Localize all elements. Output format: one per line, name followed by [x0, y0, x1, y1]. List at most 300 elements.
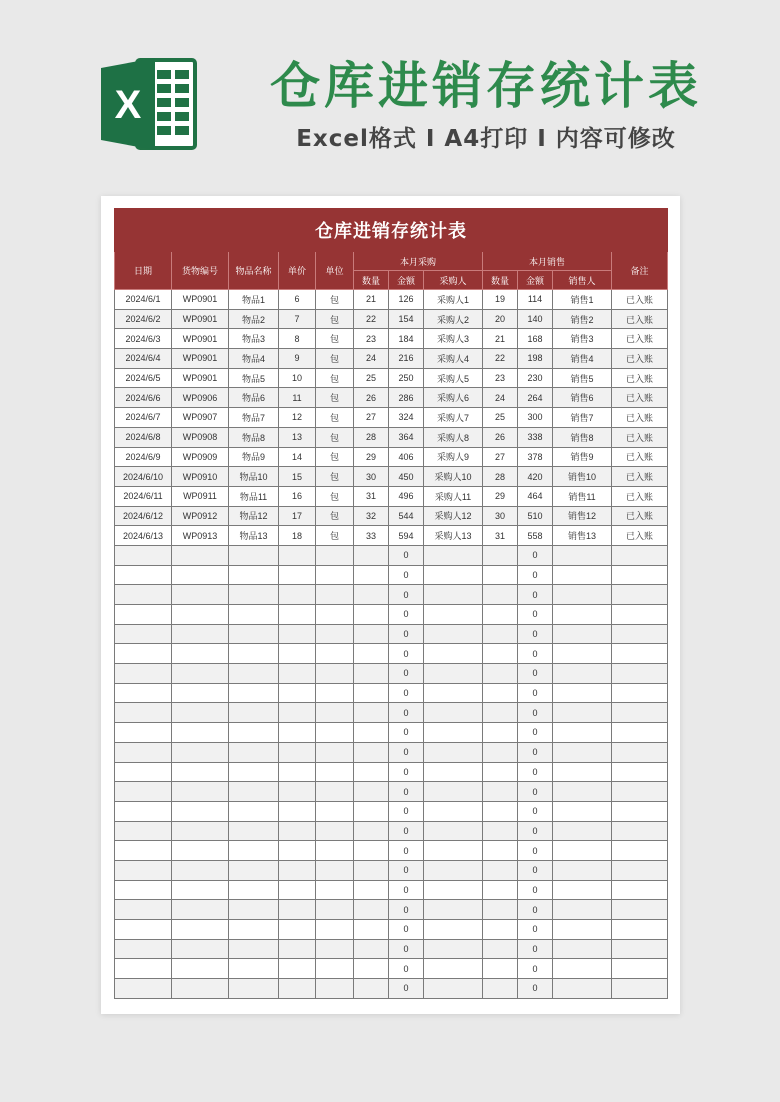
unit-price-cell[interactable]: 13 [279, 427, 316, 447]
date-cell[interactable]: 2024/6/10 [115, 467, 172, 487]
note-cell[interactable]: 已入账 [612, 368, 668, 388]
sales-qty-cell[interactable] [483, 644, 518, 664]
purchaser-cell[interactable] [424, 860, 483, 880]
purchase-qty-cell[interactable] [354, 585, 389, 605]
purchaser-cell[interactable] [424, 664, 483, 684]
salesperson-cell[interactable] [553, 585, 612, 605]
date-cell[interactable]: 2024/6/11 [115, 486, 172, 506]
salesperson-cell[interactable] [553, 545, 612, 565]
purchase-amount-cell[interactable]: 496 [389, 486, 424, 506]
date-cell[interactable]: 2024/6/12 [115, 506, 172, 526]
date-cell[interactable] [115, 762, 172, 782]
purchaser-cell[interactable] [424, 979, 483, 999]
item-name-cell[interactable]: 物品4 [229, 349, 279, 369]
salesperson-cell[interactable]: 销售4 [553, 349, 612, 369]
sales-amount-cell[interactable]: 0 [518, 979, 553, 999]
purchase-qty-cell[interactable]: 29 [354, 447, 389, 467]
purchase-qty-cell[interactable] [354, 959, 389, 979]
note-cell[interactable] [612, 860, 668, 880]
purchase-qty-cell[interactable] [354, 939, 389, 959]
item-name-cell[interactable]: 物品9 [229, 447, 279, 467]
sales-amount-cell[interactable]: 140 [518, 309, 553, 329]
unit-price-cell[interactable] [279, 841, 316, 861]
sales-qty-cell[interactable]: 31 [483, 526, 518, 546]
item-code-cell[interactable]: WP0901 [172, 290, 229, 310]
sales-amount-cell[interactable]: 0 [518, 624, 553, 644]
item-code-cell[interactable]: WP0909 [172, 447, 229, 467]
purchase-qty-cell[interactable] [354, 664, 389, 684]
salesperson-cell[interactable]: 销售5 [553, 368, 612, 388]
unit-price-cell[interactable]: 16 [279, 486, 316, 506]
purchaser-cell[interactable]: 采购人9 [424, 447, 483, 467]
date-cell[interactable]: 2024/6/6 [115, 388, 172, 408]
item-code-cell[interactable] [172, 959, 229, 979]
purchase-qty-cell[interactable]: 23 [354, 329, 389, 349]
note-cell[interactable] [612, 821, 668, 841]
item-name-cell[interactable] [229, 762, 279, 782]
purchase-qty-cell[interactable]: 22 [354, 309, 389, 329]
purchase-qty-cell[interactable] [354, 979, 389, 999]
purchase-amount-cell[interactable]: 0 [389, 841, 424, 861]
purchase-qty-cell[interactable] [354, 683, 389, 703]
sales-qty-cell[interactable]: 19 [483, 290, 518, 310]
sales-amount-cell[interactable]: 0 [518, 585, 553, 605]
unit-cell[interactable]: 包 [316, 368, 354, 388]
sales-qty-cell[interactable] [483, 900, 518, 920]
salesperson-cell[interactable] [553, 959, 612, 979]
sales-amount-cell[interactable]: 0 [518, 782, 553, 802]
item-code-cell[interactable]: WP0901 [172, 309, 229, 329]
item-name-cell[interactable]: 物品10 [229, 467, 279, 487]
date-cell[interactable] [115, 703, 172, 723]
purchase-qty-cell[interactable] [354, 821, 389, 841]
salesperson-cell[interactable]: 销售3 [553, 329, 612, 349]
item-code-cell[interactable]: WP0901 [172, 349, 229, 369]
unit-price-cell[interactable] [279, 880, 316, 900]
purchase-qty-cell[interactable] [354, 723, 389, 743]
purchase-amount-cell[interactable]: 0 [389, 801, 424, 821]
date-cell[interactable] [115, 821, 172, 841]
purchaser-cell[interactable] [424, 782, 483, 802]
item-name-cell[interactable] [229, 782, 279, 802]
sales-qty-cell[interactable]: 23 [483, 368, 518, 388]
salesperson-cell[interactable] [553, 841, 612, 861]
unit-price-cell[interactable] [279, 742, 316, 762]
unit-cell[interactable]: 包 [316, 467, 354, 487]
date-cell[interactable]: 2024/6/3 [115, 329, 172, 349]
salesperson-cell[interactable] [553, 703, 612, 723]
purchaser-cell[interactable]: 采购人8 [424, 427, 483, 447]
sales-qty-cell[interactable] [483, 920, 518, 940]
unit-cell[interactable] [316, 762, 354, 782]
sales-qty-cell[interactable] [483, 860, 518, 880]
purchaser-cell[interactable]: 采购人5 [424, 368, 483, 388]
purchaser-cell[interactable] [424, 742, 483, 762]
sales-amount-cell[interactable]: 0 [518, 762, 553, 782]
sales-qty-cell[interactable] [483, 703, 518, 723]
unit-cell[interactable] [316, 841, 354, 861]
sales-qty-cell[interactable]: 20 [483, 309, 518, 329]
purchaser-cell[interactable]: 采购人11 [424, 486, 483, 506]
unit-cell[interactable] [316, 782, 354, 802]
date-cell[interactable] [115, 782, 172, 802]
unit-cell[interactable]: 包 [316, 427, 354, 447]
salesperson-cell[interactable] [553, 860, 612, 880]
purchase-qty-cell[interactable] [354, 880, 389, 900]
purchase-qty-cell[interactable] [354, 920, 389, 940]
item-code-cell[interactable] [172, 664, 229, 684]
salesperson-cell[interactable]: 销售11 [553, 486, 612, 506]
unit-cell[interactable]: 包 [316, 408, 354, 428]
date-cell[interactable] [115, 742, 172, 762]
salesperson-cell[interactable]: 销售10 [553, 467, 612, 487]
sales-amount-cell[interactable]: 420 [518, 467, 553, 487]
sales-qty-cell[interactable] [483, 723, 518, 743]
note-cell[interactable]: 已入账 [612, 309, 668, 329]
sales-qty-cell[interactable] [483, 762, 518, 782]
note-cell[interactable] [612, 624, 668, 644]
purchaser-cell[interactable] [424, 939, 483, 959]
item-code-cell[interactable] [172, 723, 229, 743]
item-code-cell[interactable] [172, 979, 229, 999]
sales-qty-cell[interactable]: 22 [483, 349, 518, 369]
salesperson-cell[interactable] [553, 624, 612, 644]
unit-price-cell[interactable]: 10 [279, 368, 316, 388]
item-code-cell[interactable] [172, 801, 229, 821]
purchase-amount-cell[interactable]: 0 [389, 979, 424, 999]
purchase-qty-cell[interactable] [354, 801, 389, 821]
purchaser-cell[interactable] [424, 545, 483, 565]
unit-cell[interactable]: 包 [316, 329, 354, 349]
date-cell[interactable] [115, 664, 172, 684]
purchaser-cell[interactable]: 采购人2 [424, 309, 483, 329]
unit-price-cell[interactable] [279, 860, 316, 880]
item-code-cell[interactable]: WP0901 [172, 329, 229, 349]
salesperson-cell[interactable] [553, 920, 612, 940]
purchase-amount-cell[interactable]: 0 [389, 920, 424, 940]
note-cell[interactable] [612, 585, 668, 605]
date-cell[interactable] [115, 801, 172, 821]
item-name-cell[interactable] [229, 860, 279, 880]
purchase-amount-cell[interactable]: 216 [389, 349, 424, 369]
sales-qty-cell[interactable] [483, 683, 518, 703]
purchase-amount-cell[interactable]: 0 [389, 821, 424, 841]
unit-price-cell[interactable]: 14 [279, 447, 316, 467]
purchaser-cell[interactable] [424, 920, 483, 940]
unit-price-cell[interactable]: 11 [279, 388, 316, 408]
date-cell[interactable] [115, 900, 172, 920]
sales-qty-cell[interactable]: 25 [483, 408, 518, 428]
date-cell[interactable] [115, 565, 172, 585]
sales-qty-cell[interactable] [483, 959, 518, 979]
sales-qty-cell[interactable] [483, 979, 518, 999]
note-cell[interactable] [612, 565, 668, 585]
salesperson-cell[interactable] [553, 565, 612, 585]
purchase-amount-cell[interactable]: 286 [389, 388, 424, 408]
item-code-cell[interactable]: WP0913 [172, 526, 229, 546]
unit-price-cell[interactable]: 8 [279, 329, 316, 349]
sales-amount-cell[interactable]: 510 [518, 506, 553, 526]
unit-cell[interactable] [316, 860, 354, 880]
unit-cell[interactable] [316, 939, 354, 959]
salesperson-cell[interactable]: 销售8 [553, 427, 612, 447]
item-code-cell[interactable] [172, 880, 229, 900]
date-cell[interactable]: 2024/6/5 [115, 368, 172, 388]
sales-amount-cell[interactable]: 0 [518, 841, 553, 861]
unit-price-cell[interactable] [279, 900, 316, 920]
item-code-cell[interactable]: WP0911 [172, 486, 229, 506]
purchase-amount-cell[interactable]: 126 [389, 290, 424, 310]
item-code-cell[interactable]: WP0907 [172, 408, 229, 428]
purchase-amount-cell[interactable]: 0 [389, 900, 424, 920]
note-cell[interactable]: 已入账 [612, 408, 668, 428]
sales-amount-cell[interactable]: 0 [518, 683, 553, 703]
unit-cell[interactable] [316, 880, 354, 900]
salesperson-cell[interactable] [553, 742, 612, 762]
purchase-qty-cell[interactable] [354, 742, 389, 762]
note-cell[interactable] [612, 742, 668, 762]
item-name-cell[interactable] [229, 979, 279, 999]
purchase-qty-cell[interactable] [354, 624, 389, 644]
sales-qty-cell[interactable]: 29 [483, 486, 518, 506]
item-name-cell[interactable] [229, 703, 279, 723]
salesperson-cell[interactable] [553, 939, 612, 959]
purchase-amount-cell[interactable]: 594 [389, 526, 424, 546]
unit-price-cell[interactable] [279, 920, 316, 940]
note-cell[interactable] [612, 723, 668, 743]
item-code-cell[interactable] [172, 683, 229, 703]
purchase-amount-cell[interactable]: 250 [389, 368, 424, 388]
unit-price-cell[interactable] [279, 723, 316, 743]
salesperson-cell[interactable] [553, 821, 612, 841]
sales-amount-cell[interactable]: 0 [518, 565, 553, 585]
date-cell[interactable] [115, 624, 172, 644]
note-cell[interactable] [612, 683, 668, 703]
unit-price-cell[interactable] [279, 585, 316, 605]
date-cell[interactable] [115, 959, 172, 979]
item-name-cell[interactable] [229, 742, 279, 762]
sales-amount-cell[interactable]: 338 [518, 427, 553, 447]
salesperson-cell[interactable] [553, 723, 612, 743]
purchase-amount-cell[interactable]: 0 [389, 605, 424, 625]
purchase-amount-cell[interactable]: 184 [389, 329, 424, 349]
item-name-cell[interactable] [229, 605, 279, 625]
purchaser-cell[interactable]: 采购人6 [424, 388, 483, 408]
purchase-qty-cell[interactable] [354, 703, 389, 723]
unit-cell[interactable] [316, 545, 354, 565]
purchase-amount-cell[interactable]: 0 [389, 683, 424, 703]
purchase-qty-cell[interactable]: 28 [354, 427, 389, 447]
item-code-cell[interactable] [172, 624, 229, 644]
unit-cell[interactable] [316, 624, 354, 644]
unit-cell[interactable] [316, 683, 354, 703]
salesperson-cell[interactable]: 销售6 [553, 388, 612, 408]
sales-qty-cell[interactable] [483, 664, 518, 684]
purchase-qty-cell[interactable]: 30 [354, 467, 389, 487]
purchaser-cell[interactable]: 采购人1 [424, 290, 483, 310]
unit-cell[interactable]: 包 [316, 526, 354, 546]
sales-amount-cell[interactable]: 378 [518, 447, 553, 467]
sales-amount-cell[interactable]: 0 [518, 801, 553, 821]
sales-qty-cell[interactable] [483, 801, 518, 821]
purchaser-cell[interactable]: 采购人10 [424, 467, 483, 487]
item-name-cell[interactable]: 物品5 [229, 368, 279, 388]
unit-cell[interactable] [316, 821, 354, 841]
item-code-cell[interactable] [172, 644, 229, 664]
sales-amount-cell[interactable]: 168 [518, 329, 553, 349]
sales-qty-cell[interactable] [483, 841, 518, 861]
unit-price-cell[interactable] [279, 565, 316, 585]
unit-price-cell[interactable] [279, 664, 316, 684]
unit-price-cell[interactable] [279, 939, 316, 959]
item-code-cell[interactable]: WP0901 [172, 368, 229, 388]
sales-amount-cell[interactable]: 0 [518, 644, 553, 664]
purchase-amount-cell[interactable]: 0 [389, 664, 424, 684]
purchaser-cell[interactable]: 采购人3 [424, 329, 483, 349]
purchaser-cell[interactable] [424, 880, 483, 900]
item-name-cell[interactable] [229, 683, 279, 703]
purchase-qty-cell[interactable] [354, 860, 389, 880]
item-name-cell[interactable] [229, 959, 279, 979]
item-code-cell[interactable] [172, 565, 229, 585]
date-cell[interactable]: 2024/6/8 [115, 427, 172, 447]
purchase-qty-cell[interactable] [354, 900, 389, 920]
unit-cell[interactable] [316, 742, 354, 762]
unit-price-cell[interactable]: 17 [279, 506, 316, 526]
item-code-cell[interactable] [172, 939, 229, 959]
sales-qty-cell[interactable] [483, 605, 518, 625]
note-cell[interactable]: 已入账 [612, 526, 668, 546]
note-cell[interactable] [612, 703, 668, 723]
item-code-cell[interactable]: WP0912 [172, 506, 229, 526]
salesperson-cell[interactable]: 销售9 [553, 447, 612, 467]
purchase-amount-cell[interactable]: 450 [389, 467, 424, 487]
date-cell[interactable]: 2024/6/4 [115, 349, 172, 369]
item-code-cell[interactable]: WP0906 [172, 388, 229, 408]
date-cell[interactable] [115, 880, 172, 900]
unit-price-cell[interactable]: 15 [279, 467, 316, 487]
sales-amount-cell[interactable]: 0 [518, 545, 553, 565]
sales-qty-cell[interactable] [483, 545, 518, 565]
item-code-cell[interactable]: WP0908 [172, 427, 229, 447]
sales-amount-cell[interactable]: 0 [518, 723, 553, 743]
salesperson-cell[interactable] [553, 880, 612, 900]
sales-qty-cell[interactable] [483, 585, 518, 605]
unit-cell[interactable]: 包 [316, 506, 354, 526]
salesperson-cell[interactable]: 销售7 [553, 408, 612, 428]
sales-qty-cell[interactable] [483, 939, 518, 959]
purchase-qty-cell[interactable]: 27 [354, 408, 389, 428]
unit-price-cell[interactable]: 12 [279, 408, 316, 428]
salesperson-cell[interactable] [553, 644, 612, 664]
date-cell[interactable]: 2024/6/7 [115, 408, 172, 428]
note-cell[interactable]: 已入账 [612, 467, 668, 487]
purchaser-cell[interactable] [424, 644, 483, 664]
item-code-cell[interactable] [172, 762, 229, 782]
item-code-cell[interactable] [172, 703, 229, 723]
purchase-amount-cell[interactable]: 0 [389, 545, 424, 565]
sales-amount-cell[interactable]: 198 [518, 349, 553, 369]
unit-price-cell[interactable]: 7 [279, 309, 316, 329]
purchase-amount-cell[interactable]: 364 [389, 427, 424, 447]
date-cell[interactable] [115, 939, 172, 959]
date-cell[interactable] [115, 979, 172, 999]
note-cell[interactable] [612, 801, 668, 821]
unit-cell[interactable] [316, 979, 354, 999]
item-name-cell[interactable]: 物品12 [229, 506, 279, 526]
unit-price-cell[interactable] [279, 979, 316, 999]
sales-qty-cell[interactable] [483, 880, 518, 900]
salesperson-cell[interactable]: 销售12 [553, 506, 612, 526]
purchase-amount-cell[interactable]: 0 [389, 703, 424, 723]
item-name-cell[interactable]: 物品8 [229, 427, 279, 447]
purchase-amount-cell[interactable]: 0 [389, 939, 424, 959]
item-name-cell[interactable] [229, 565, 279, 585]
salesperson-cell[interactable] [553, 782, 612, 802]
unit-price-cell[interactable] [279, 703, 316, 723]
unit-price-cell[interactable] [279, 801, 316, 821]
purchase-qty-cell[interactable]: 26 [354, 388, 389, 408]
item-code-cell[interactable] [172, 900, 229, 920]
item-name-cell[interactable] [229, 880, 279, 900]
sales-amount-cell[interactable]: 114 [518, 290, 553, 310]
purchase-qty-cell[interactable] [354, 545, 389, 565]
purchaser-cell[interactable] [424, 900, 483, 920]
date-cell[interactable]: 2024/6/13 [115, 526, 172, 546]
purchaser-cell[interactable] [424, 565, 483, 585]
item-code-cell[interactable] [172, 585, 229, 605]
salesperson-cell[interactable] [553, 762, 612, 782]
note-cell[interactable]: 已入账 [612, 388, 668, 408]
item-name-cell[interactable]: 物品1 [229, 290, 279, 310]
sales-qty-cell[interactable] [483, 742, 518, 762]
sales-amount-cell[interactable]: 0 [518, 821, 553, 841]
note-cell[interactable]: 已入账 [612, 427, 668, 447]
sales-qty-cell[interactable]: 21 [483, 329, 518, 349]
unit-cell[interactable]: 包 [316, 486, 354, 506]
salesperson-cell[interactable] [553, 664, 612, 684]
purchase-amount-cell[interactable]: 0 [389, 742, 424, 762]
item-name-cell[interactable] [229, 821, 279, 841]
unit-price-cell[interactable] [279, 782, 316, 802]
purchaser-cell[interactable] [424, 605, 483, 625]
purchase-amount-cell[interactable]: 0 [389, 880, 424, 900]
note-cell[interactable] [612, 920, 668, 940]
unit-cell[interactable] [316, 585, 354, 605]
item-code-cell[interactable] [172, 920, 229, 940]
salesperson-cell[interactable]: 销售1 [553, 290, 612, 310]
purchase-qty-cell[interactable]: 24 [354, 349, 389, 369]
sales-amount-cell[interactable]: 230 [518, 368, 553, 388]
purchaser-cell[interactable] [424, 841, 483, 861]
purchaser-cell[interactable] [424, 683, 483, 703]
unit-cell[interactable]: 包 [316, 290, 354, 310]
purchaser-cell[interactable] [424, 585, 483, 605]
note-cell[interactable] [612, 880, 668, 900]
purchase-qty-cell[interactable] [354, 782, 389, 802]
sales-amount-cell[interactable]: 300 [518, 408, 553, 428]
date-cell[interactable]: 2024/6/1 [115, 290, 172, 310]
purchase-amount-cell[interactable]: 0 [389, 782, 424, 802]
unit-price-cell[interactable] [279, 644, 316, 664]
unit-cell[interactable]: 包 [316, 349, 354, 369]
note-cell[interactable] [612, 644, 668, 664]
unit-price-cell[interactable]: 18 [279, 526, 316, 546]
item-name-cell[interactable] [229, 585, 279, 605]
note-cell[interactable] [612, 900, 668, 920]
purchaser-cell[interactable] [424, 959, 483, 979]
purchaser-cell[interactable]: 采购人12 [424, 506, 483, 526]
